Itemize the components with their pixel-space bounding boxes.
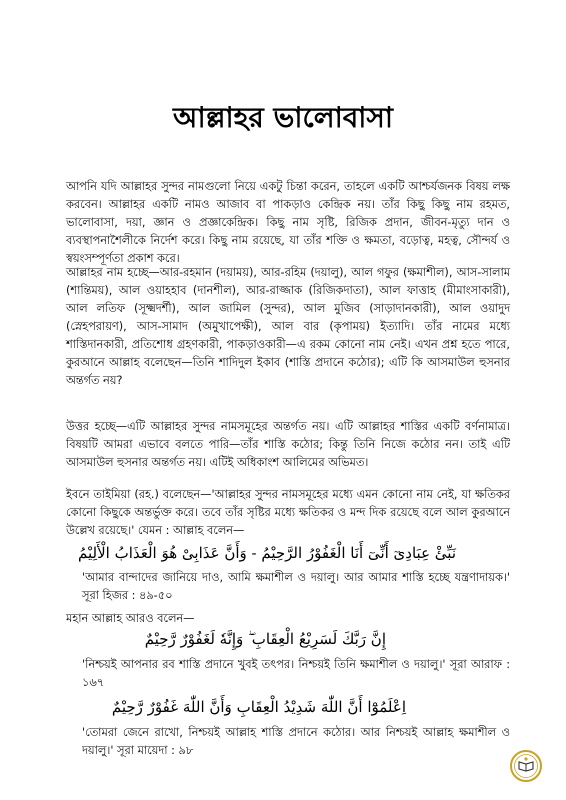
arabic-verse-hijr: نَبِّئْ عِبَادِىٓ أَنِّىٓ أَنَا الْغَفُوْرُ الرَّحِيْمُ - وَأَنَّ عَذَابِىْ هُوَ الْعَذَابُ الْأَلِيْمُ <box>78 544 456 562</box>
paragraph-names: আল্লাহর নাম হচ্ছে—আর-রহমান (দয়াময়), আর-রহিম (দয়ালু), আল গফুর (ক্ষমাশীল), আস-সালাম (শান্তিময়), আল ওয়াহহাব (দানশীল), আর-রাজ্জাক (রিজিকদাতা), আল ফাত্তাহ (মীমাংসাকারী), আল লতিফ (সূক্ষ্মদর্শী), আল জামিল (সুন্দর), আল মুজিব (সাড়াদানকারী), আল ওয়াদুদ (স্নেহপরায়ণ), আস-সামাদ (অমুখাপেক্ষী), আল বার (কৃপাময়) ইত্যাদি। তাঁর নামের মধ্যে শাস্তিদানকারী, প্রতিশোধ গ্রহণকারী, পাকড়াওকারী—এ রকম কোনো নাম নেই। এখন প্রশ্ন হতে পারে, কুরআনে আল্লাহ বলেছেন—তিনি শাদিদুল ইকাব (শাস্তি প্রদানে কঠোর); এটি কি আসমাউল হুসনার অন্তর্গত নয়? <box>66 266 510 387</box>
arabic-verse-maidah: اِعْلَمُوْٓا أَنَّ اللّٰهَ شَدِيْدُ الْعِقَابِ وَأَنَّ اللّٰهَ غَفُوْرٌ رَّحِيْمٌ <box>111 698 406 716</box>
paragraph-intro: আপনি যদি আল্লাহর সুন্দর নামগুলো নিয়ে একটু চিন্তা করেন, তাহলে একটি আশ্চর্যজনক বিষয় লক্ষ করবেন। আল্লাহর একটি নামও আজাব বা পাকড়াও কেন্দ্রিক নয়। তাঁর কিছু কিছু নাম রহমত, ভালোবাসা, দয়া, জ্ঞান ও প্রজ্ঞাকেন্দ্রিক। কিছু নাম সৃষ্টি, রিজিক প্রদান, জীবন-মৃত্যু দান ও ব্যবস্থাপনাশৈলীকে নির্দেশ করে। কিছু নাম রয়েছে, যা তাঁর শক্তি ও ক্ষমতা, বড়োত্ব, মহত্ব, সৌন্দর্য ও স্বয়ংসম্পূর্ণতা প্রকাশ করে। <box>66 180 510 265</box>
arabic-verse-araf: إِنَّ رَبَّكَ لَسَرِيْعُ الْعِقَابِ ۖ وَإِنَّهٗ لَغَفُوْرٌ رَّحِيْمٌ <box>144 630 386 648</box>
translation-maidah: 'তোমরা জেনে রাখো, নিশ্চয়ই আল্লাহ শাস্তি প্রদানে কঠোর। আর নিশ্চয়ই আল্লাহ ক্ষমাশীল ও দয়ালু।' সূরা মায়েদা : ৯৮ <box>82 726 510 757</box>
intro-more: মহান আল্লাহ আরও বলেন— <box>66 612 195 625</box>
translation-araf: 'নিশ্চয়ই আপনার রব শাস্তি প্রদানে খুবই তৎপর। নিশ্চয়ই তিনি ক্ষমাশীল ও দয়ালু।' সূরা আরাফ : ১৬৭ <box>82 658 510 689</box>
paragraph-ibn-taymiyyah: ইবনে তাইমিয়া (রহ.) বলেছেন—'আল্লাহর সুন্দর নামসমূহের মধ্যে এমন কোনো নাম নেই, যা ক্ষতিকর কোনো কিছুকে অন্তর্ভুক্ত করে। তবে তাঁর সৃষ্টির মধ্যে ক্ষতিকর ও মন্দ দিক রয়েছে বলে আল কুরআনে উল্লেখ রয়েছে।' যেমন : আল্লাহ বলেন— <box>66 488 510 537</box>
page-title: আল্লাহর ভালোবাসা <box>172 101 394 134</box>
paragraph-answer: উত্তর হচ্ছে—এটি আল্লাহর সুন্দর নামসমূহের অন্তর্গত নয়। এটি আল্লাহর শাস্তির একটি বর্ণনামাত্র। বিষয়টি আমরা এভাবে বলতে পারি—তাঁর শাস্তি কঠোর; কিন্তু তিনি নিজে কঠোর নন। তাই এটি আসমাউল হুসনার অন্তর্গত নয়। এটিই অধিকাংশ আলিমের অভিমত। <box>66 420 510 469</box>
book-seal-icon <box>510 750 542 782</box>
translation-hijr: 'আমার বান্দাদের জানিয়ে দাও, আমি ক্ষমাশীল ও দয়ালু। আর আমার শাস্তি হচ্ছে যন্ত্রণাদায়ক।' সূরা হিজর : ৪৯-৫০ <box>82 571 510 602</box>
